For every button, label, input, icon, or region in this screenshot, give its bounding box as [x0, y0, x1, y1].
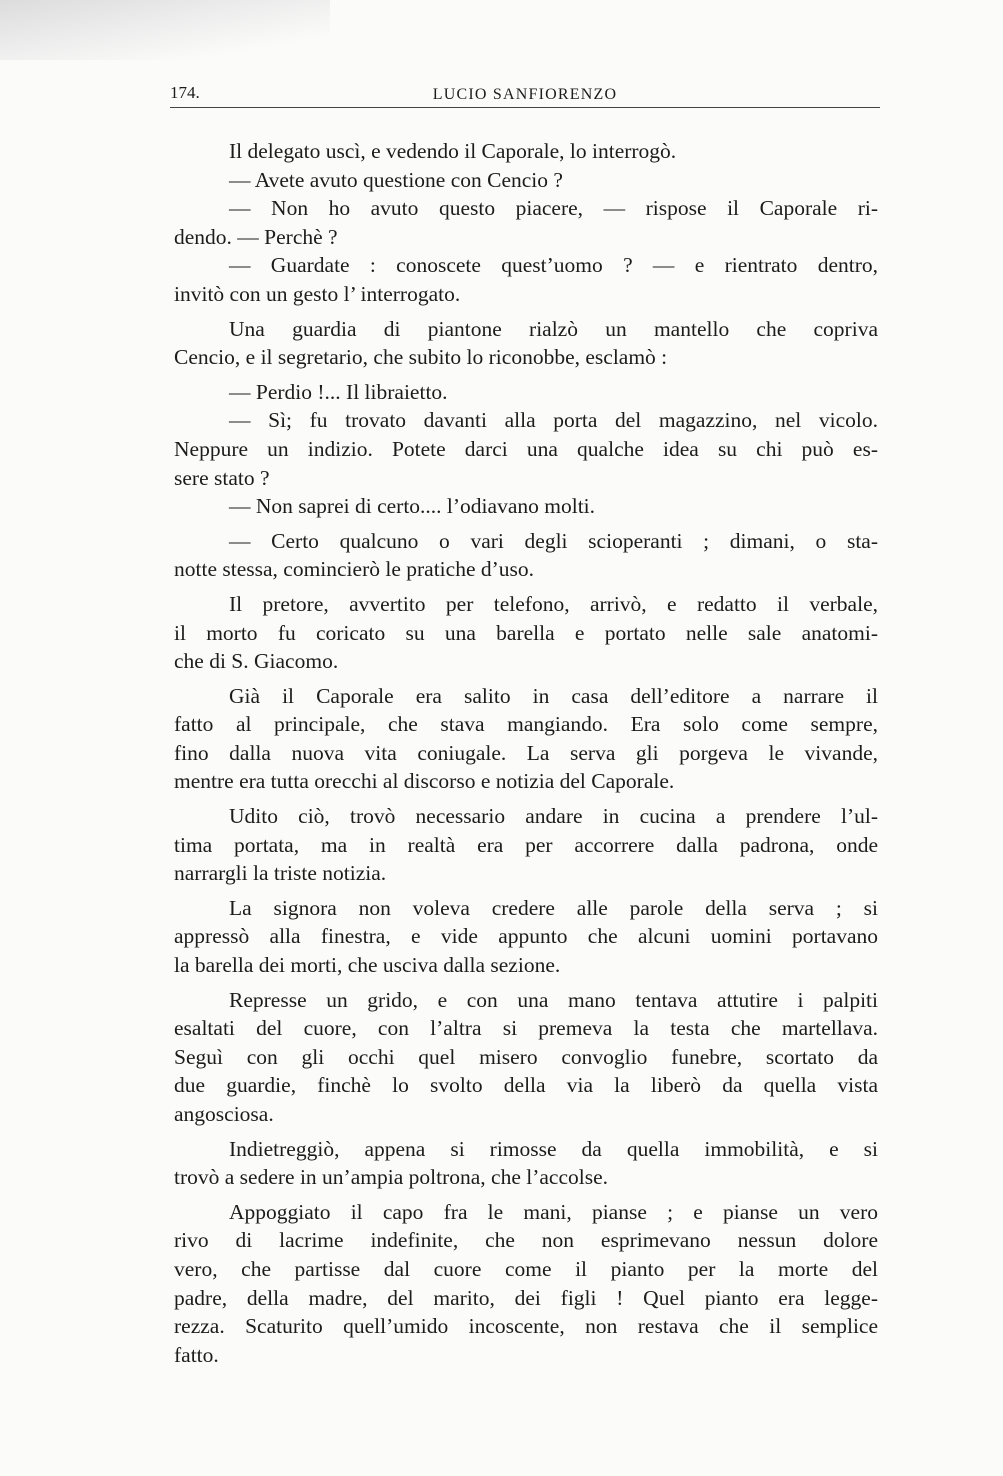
- text-line: Indietreggiò, appena si rimosse da quella immobilità, e si: [229, 1136, 878, 1161]
- text-line: la barella dei morti, che usciva dalla sezione.: [174, 953, 561, 978]
- text-line: notte stessa, comincierò le pratiche d’uso.: [174, 557, 535, 582]
- text-line: fino dalla nuova vita coniugale. La serva gli porgeva le vivande,: [174, 740, 878, 765]
- text-line: vero, che partisse dal cuore come il pianto per la morte del: [174, 1256, 878, 1281]
- text-line: il morto fu coricato su una barella e portato nelle sale anatomi-: [174, 620, 878, 645]
- text-line: trovò a sedere in un’ampia poltrona, che l’accolse.: [174, 1165, 608, 1190]
- text-line: due guardie, finchè lo svolto della via la liberò da quella vista: [174, 1073, 878, 1098]
- text-line: fatto al principale, che stava mangiando. Era solo come sempre,: [174, 712, 878, 737]
- text-line: Appoggiato il capo fra le mani, pianse ; e pianse un vero: [229, 1199, 878, 1224]
- text-line: La signora non voleva credere alle parole della serva ; si: [229, 895, 878, 920]
- text-line: — Guardate : conoscete quest’uomo ? — e rientrato dentro,: [229, 253, 878, 278]
- page-body: [174, 137, 878, 1369]
- text-line: narrargli la triste notizia.: [174, 861, 387, 886]
- text-line: padre, della madre, del marito, dei figli ! Quel pianto era legge-: [174, 1285, 878, 1310]
- page-header: [170, 83, 880, 107]
- text-line: sere stato ?: [174, 465, 270, 490]
- text-line: — Avete avuto questione con Cencio ?: [229, 167, 563, 192]
- text-line: Represse un grido, e con una mano tentava attutire i palpiti: [229, 987, 878, 1012]
- text-line: angosciosa.: [174, 1102, 274, 1126]
- text-line: mentre era tutta orecchi al discorso e notizia del Caporale.: [174, 769, 675, 794]
- text-line: Neppure un indizio. Potete darci una qualche idea su chi può es-: [174, 436, 878, 461]
- text-line: Il delegato uscì, e vedendo il Caporale, lo interrogò.: [229, 139, 677, 163]
- text-line: appressò alla finestra, e vide appunto che alcuni uomini portavano: [174, 924, 878, 949]
- text-line: tima portata, ma in realtà era per accorrere dalla padrona, onde: [174, 832, 878, 857]
- text-line: — Sì; fu trovato davanti alla porta del magazzino, nel vicolo.: [229, 408, 878, 433]
- running-title: LUCIO SANFIORENZO: [432, 86, 618, 103]
- text-line: Seguì con gli occhi quel misero convoglio funebre, scortato da: [174, 1044, 878, 1069]
- text-line: — Perdio !... Il libraietto.: [229, 379, 448, 404]
- text-line: rezza. Scaturito quell’umido incoscente, non restava che il semplice: [174, 1314, 878, 1339]
- text-line: Il pretore, avvertito per telefono, arrivò, e redatto il verbale,: [229, 591, 878, 616]
- text-line: — Non saprei di certo.... l’odiavano molti.: [229, 494, 596, 519]
- text-line: fatto.: [174, 1342, 219, 1367]
- text-line: Udito ciò, trovò necessario andare in cucina a prendere l’ul-: [229, 804, 878, 829]
- text-line: esaltati del cuore, con l’altra si premeva la testa che martellava.: [174, 1016, 878, 1041]
- text-line: — Certo qualcuno o vari degli scioperanti ; dimani, o sta-: [229, 528, 878, 553]
- text-line: Già il Caporale era salito in casa dell’editore a narrare il: [229, 683, 878, 708]
- text-line: — Non ho avuto questo piacere, — rispose il Caporale ri-: [229, 196, 878, 221]
- text-line: rivo di lacrime indefinite, che non esprimevano nessun dolore: [174, 1228, 878, 1253]
- header-rule: [170, 107, 880, 108]
- text-line: che di S. Giacomo.: [174, 649, 339, 674]
- page-number: 174.: [170, 83, 200, 102]
- text-line: Una guardia di piantone rialzò un mantello che copriva: [229, 316, 878, 341]
- page-stain: [0, 0, 330, 60]
- text-line: Cencio, e il segretario, che subito lo riconobbe, esclamò :: [174, 345, 668, 370]
- text-line: dendo. — Perchè ?: [174, 224, 338, 249]
- text-line: invitò con un gesto l’ interrogato.: [174, 281, 461, 306]
